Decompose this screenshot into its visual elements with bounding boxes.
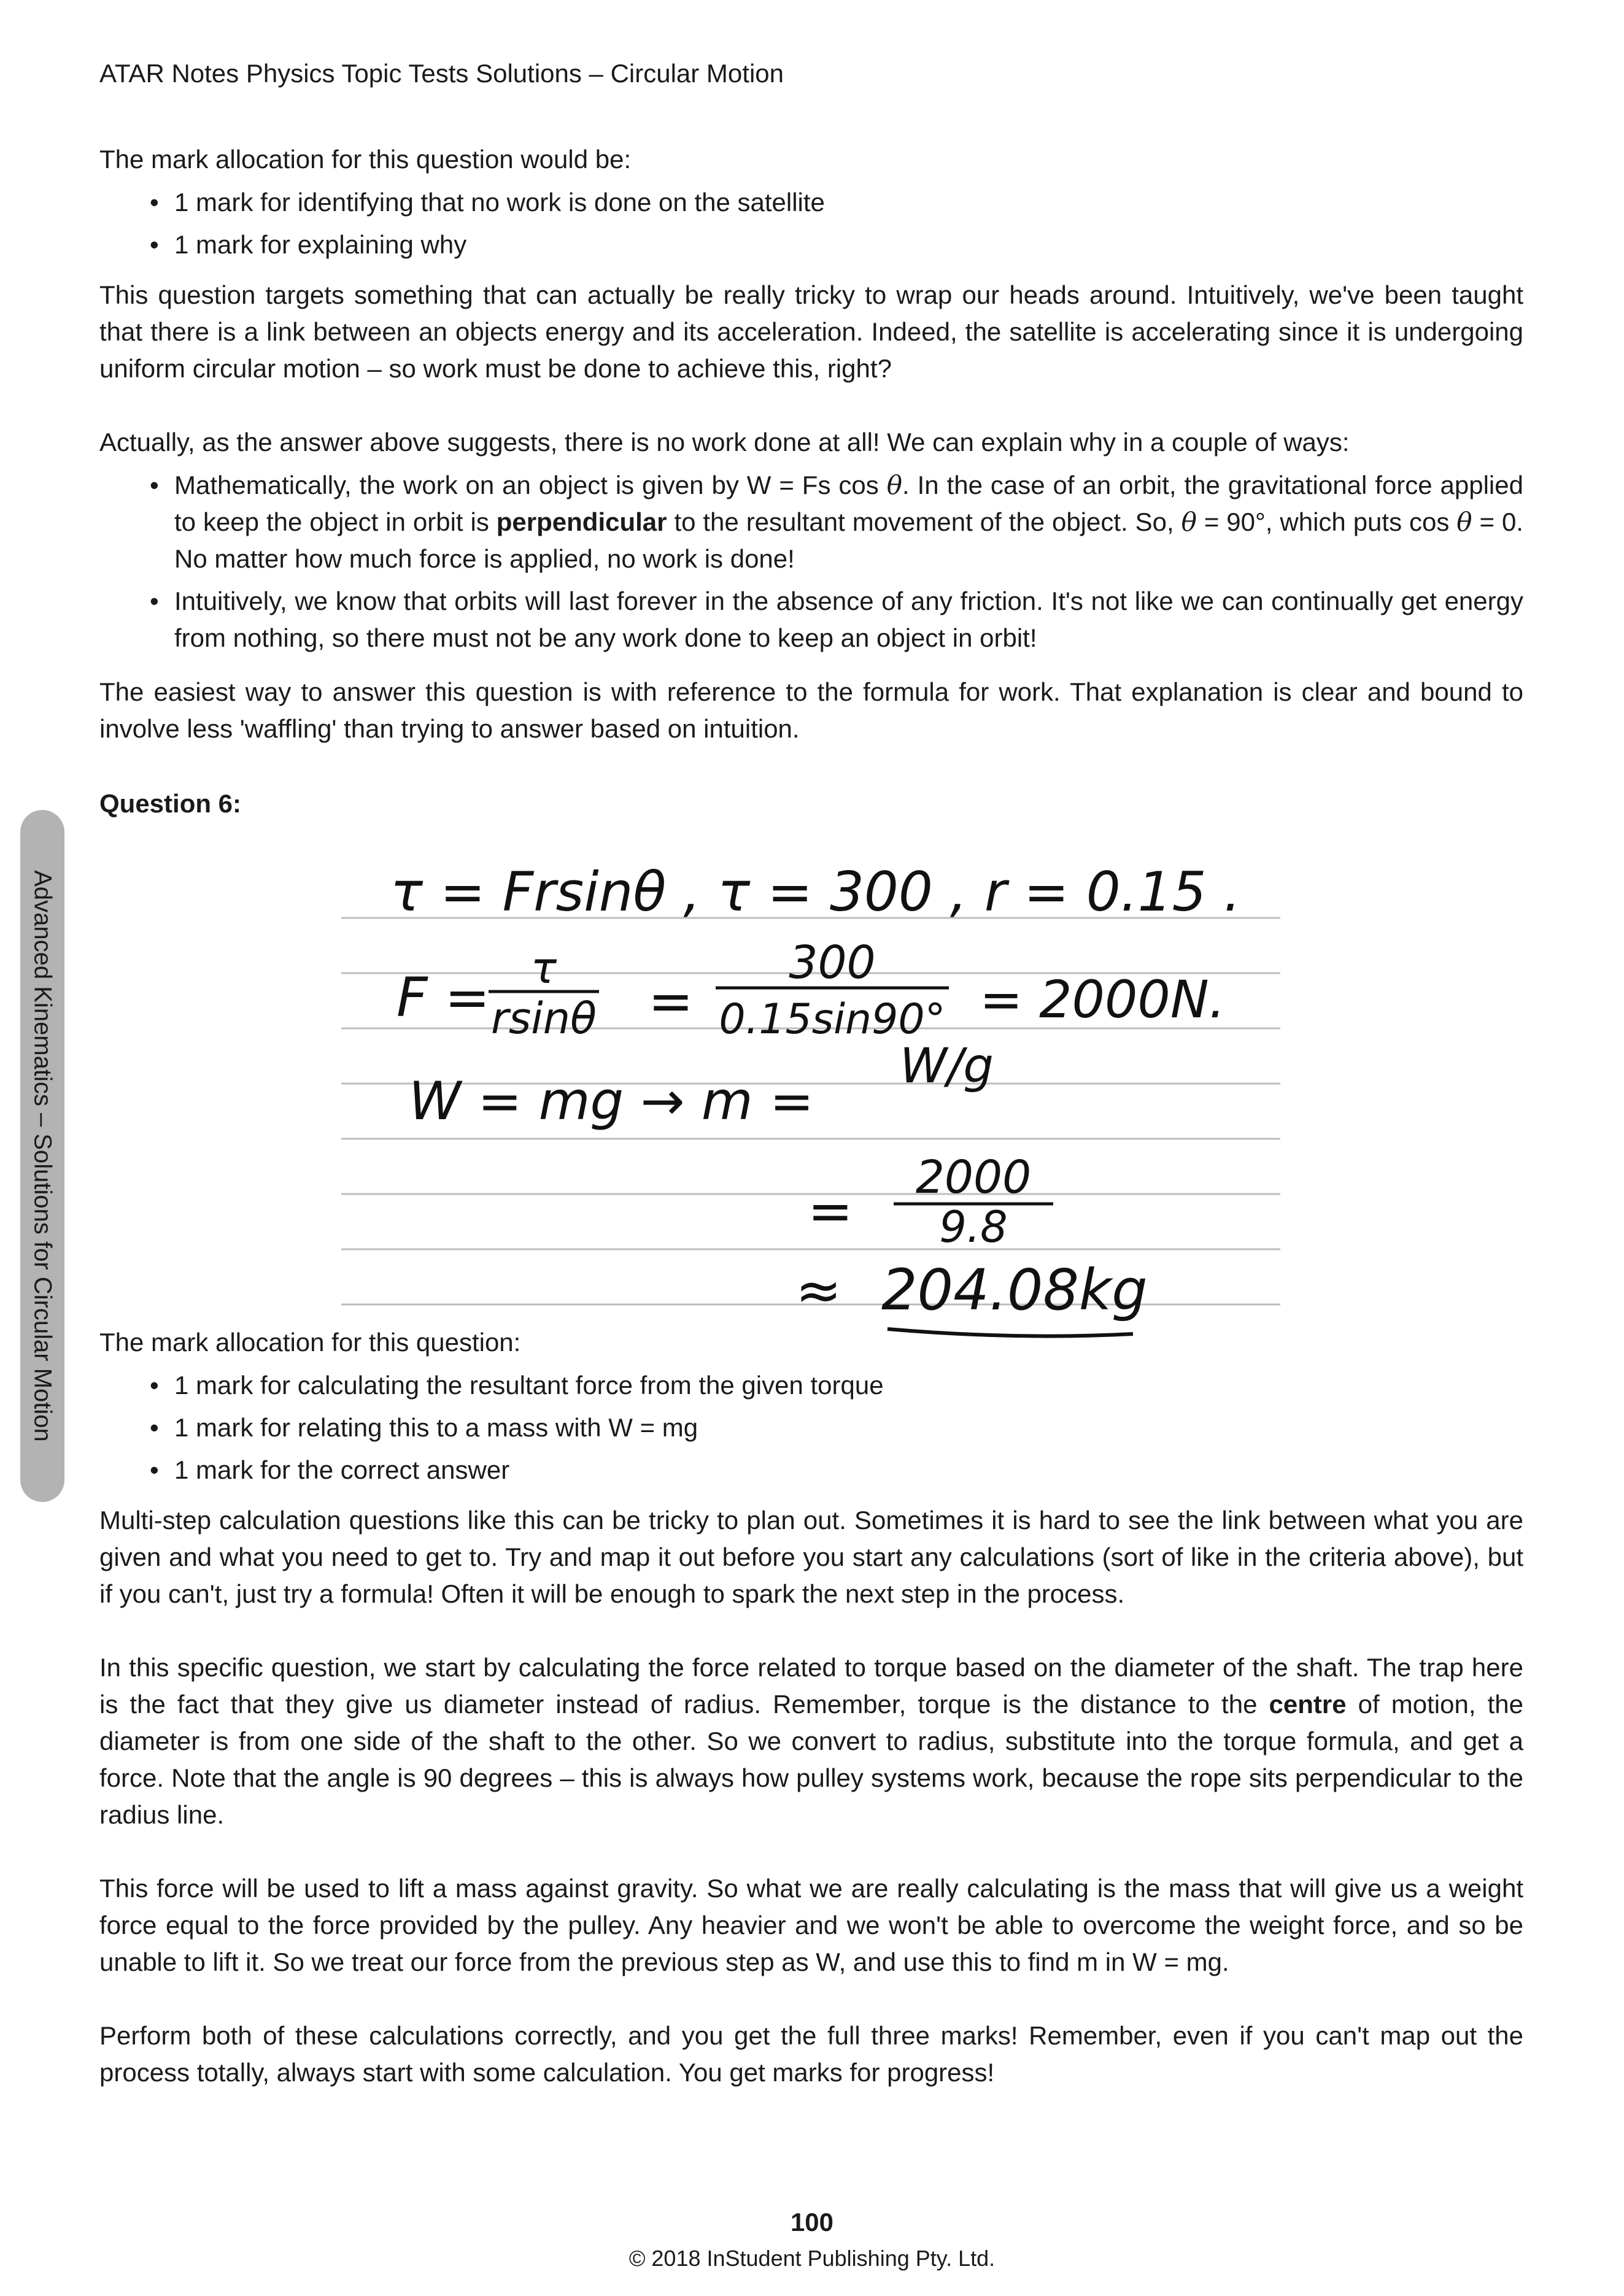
bold-term: centre xyxy=(1269,1690,1347,1719)
question-heading: Question 6: xyxy=(99,789,242,818)
mark-allocation-intro: The mark allocation for this question: xyxy=(99,1328,521,1357)
list-item: • Intuitively, we know that orbits will last forever in the absence of any friction. It's not like we can continually get energy from nothing, so there must not be any work done to keep an object in orbit! xyxy=(99,583,1523,657)
list-item: • 1 mark for identifying that no work is done on the satellite xyxy=(99,184,1523,221)
text-run: to the resultant movement of the object. So, xyxy=(667,507,1181,536)
theta-symbol: θ xyxy=(886,470,902,500)
hw-result: 204.08kg xyxy=(881,1257,1148,1323)
text-run: = 90°, which puts cos xyxy=(1196,507,1457,536)
hw-weight-line: W = mg → m = xyxy=(409,1071,814,1132)
hw-frac-num: 2000 xyxy=(915,1151,1032,1204)
hw-frac-num: 300 xyxy=(789,936,876,989)
list-item xyxy=(99,467,1523,577)
mark-allocation-list xyxy=(99,1367,1523,1489)
list-item: • 1 mark for relating this to a mass with W = mg xyxy=(99,1409,1523,1446)
side-tab xyxy=(20,810,64,1502)
hw-force-result: = 2000N. xyxy=(980,969,1226,1030)
theta-symbol: θ xyxy=(1456,507,1472,537)
hw-approx: ≈ xyxy=(795,1258,842,1323)
text-run: Mathematically, the work on an object is given by W = Fs cos xyxy=(174,471,887,499)
mark-allocation-intro: The mark allocation for this question would be: xyxy=(99,145,632,174)
list-item: • 1 mark for explaining why xyxy=(99,226,1523,263)
hw-frac-den: rsinθ xyxy=(491,993,597,1044)
hw-torque-line: τ = Frsinθ , τ = 300 , r = 0.15 . xyxy=(390,860,1241,923)
paragraph: This force will be used to lift a mass against gravity. So what we are really calculating is the mass that will give us a weight force equal to the force provided by the pulley. Any heavier and we won't be able to overcome the weight force, and so be unable to lift it. So we treat our force from the previous step as W, and use this to find m in W = mg. xyxy=(99,1874,1523,1976)
explanation-list xyxy=(99,467,1523,657)
text-run: In this specific question, we start by calculating the force related to torque based on the diameter of the shaft. The trap here is the fact that they give us diameter instead of radius. Remember, torque is the distance to the xyxy=(99,1653,1523,1719)
page-number: 100 xyxy=(790,2208,834,2236)
copyright-notice: © 2018 InStudent Publishing Pty. Ltd. xyxy=(628,2246,996,2271)
hw-result-underline xyxy=(887,1329,1133,1336)
paragraph: Actually, as the answer above suggests, there is no work done at all! We can explain why in a couple of ways: xyxy=(99,428,1350,457)
hw-force-lhs: F = xyxy=(396,966,490,1029)
hw-w-over-g: W/g xyxy=(900,1039,994,1094)
paragraph: Perform both of these calculations correctly, and you get the full three marks! Remember, even if you can't map out the process totally, always start with some calculation. You get marks for progress! xyxy=(99,2021,1523,2087)
mark-allocation-list xyxy=(99,184,1523,263)
hw-frac-num: τ xyxy=(530,943,557,993)
hw-equals: = xyxy=(648,969,694,1033)
theta-symbol: θ xyxy=(1181,507,1197,537)
text-run: = 0. No matter how much force is applied, no work is done! xyxy=(174,507,1523,573)
bold-term: perpendicular xyxy=(496,507,667,536)
paragraph xyxy=(99,1649,1523,1833)
paragraph: This question targets something that can actually be really tricky to wrap our heads around. Intuitively, we've been taught that there is a link between an objects energy and its acceleration. Indeed, the satellite is accelerating since it is undergoing uniform circular motion – so work must be done to achieve this, right? xyxy=(99,280,1523,383)
hw-frac-den: 0.15sin90° xyxy=(719,995,946,1044)
text-run: . In the case of an orbit, the gravitational force applied to keep the object in orbit is xyxy=(174,471,1523,536)
list-item: • 1 mark for calculating the resultant force from the given torque xyxy=(99,1367,1523,1404)
hw-equals: = xyxy=(808,1179,853,1242)
list-item: • 1 mark for the correct answer xyxy=(99,1452,1523,1489)
handwritten-working xyxy=(341,849,1286,1352)
running-header: ATAR Notes Physics Topic Tests Solutions – Circular Motion xyxy=(99,59,784,88)
paragraph: Multi-step calculation questions like this can be tricky to plan out. Sometimes it is hard to see the link between what you are given and what you need to get to. Try and map it out before you start any calculations (sort of like in the criteria above), but if you can't, just try a formula! Often it will be enough to spark the next step in the process. xyxy=(99,1506,1523,1608)
hw-frac-den: 9.8 xyxy=(939,1202,1008,1252)
text-run: of motion, the diameter is from one side of the shaft to the other. So we convert to radius, substitute into the torque formula, and get a force. Note that the angle is 90 degrees – this is always how pulley systems work, because the rope sits perpendicular to the radius line. xyxy=(99,1690,1523,1829)
side-tab-label: Advanced Kinematics – Solutions for Circular Motion xyxy=(29,870,56,1442)
paragraph: The easiest way to answer this question is with reference to the formula for work. That explanation is clear and bound to involve less 'waffling' than trying to answer based on intuition. xyxy=(99,677,1523,743)
